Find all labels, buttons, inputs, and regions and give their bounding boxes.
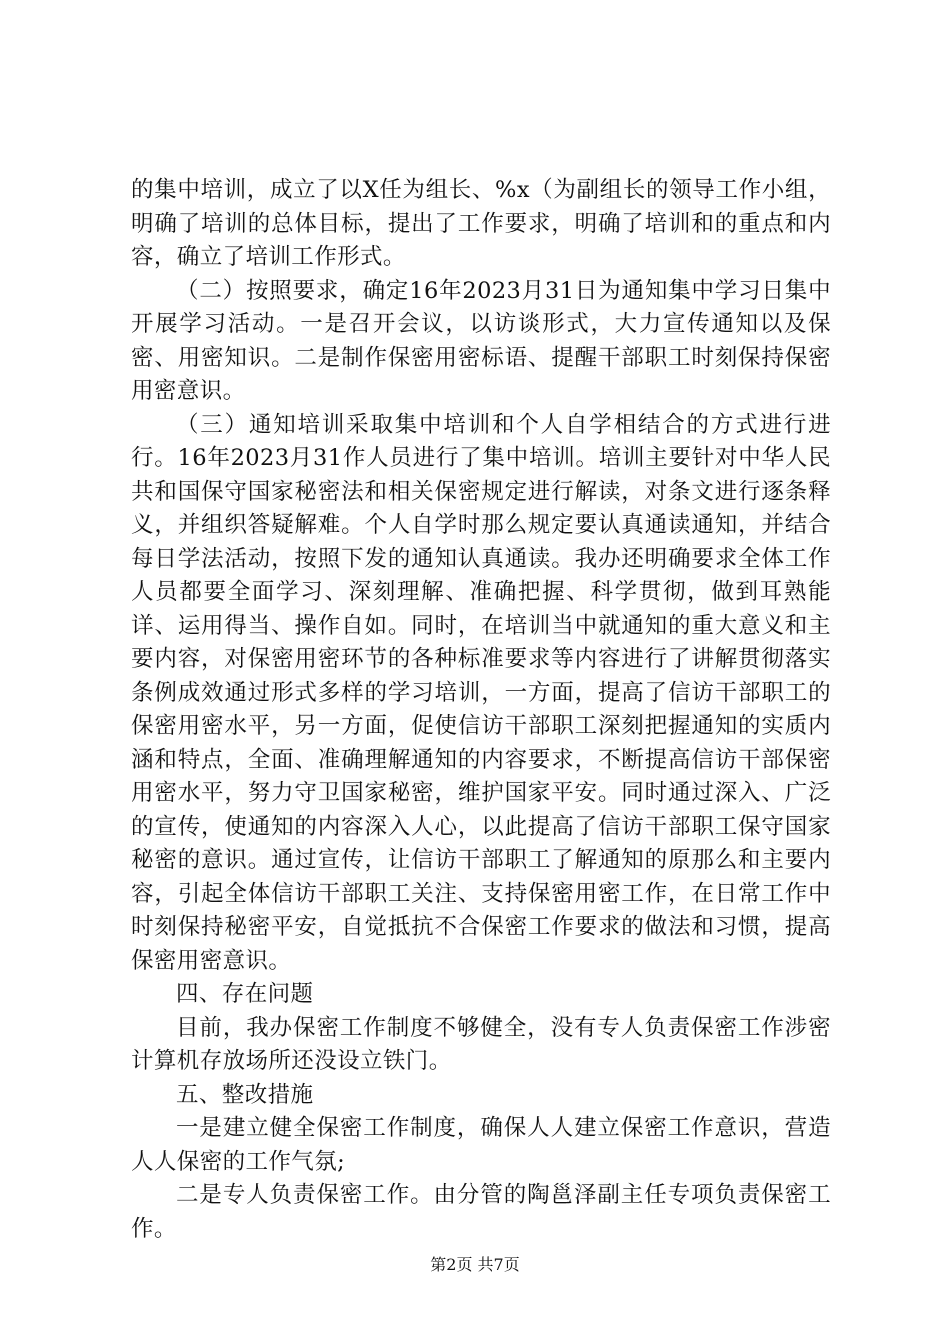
paragraph-section-three: （三）通知培训采取集中培训和个人自学相结合的方式进行进行。16年2023月31作人员进行了集中培训。培训主要针对中华人民共和国保守国家秘密法和相关保密规定进行解读，对条文进行逐条释义，并组织答疑解难。个人自学时那么规定要认真通读通知，并结合每日学法活动，按照下发的通知认真通读。我办还明确要求全体工作人员都要全面学习、深刻理解、准确把握、科学贯彻，做到耳熟能详、运用得当、操作自如。同时，在培训当中就通知的重大意义和主要内容，对保密用密环节的各种标准要求等内容进行了讲解贯彻落实条例成效通过形式多样的学习培训，一方面，提高了信访干部职工的保密用密水平，另一方面，促使信访干部职工深刻把握通知的实质内涵和特点，全面、准确理解通知的内容要求，不断提高信访干部保密用密水平，努力守卫国家秘密，维护国家平安。同时通过深入、广泛的宣传，使通知的内容深入人心，以此提高了信访干部职工保守国家秘密的意识。通过宣传，让信访干部职工了解通知的原那么和主要内容，引起全体信访干部职工关注、支持保密用密工作，在日常工作中时刻保持秘密平安，自觉抵抗不合保密工作要求的做法和习惯，提高保密用密意识。 bbox=[131, 411, 831, 974]
paragraph-measure-one: 一是建立健全保密工作制度，确保人人建立保密工作意识，营造人人保密的工作气氛; bbox=[131, 1115, 831, 1175]
paragraph-problems: 目前，我办保密工作制度不够健全，没有专人负责保密工作涉密计算机存放场所还没设立铁门。 bbox=[131, 1014, 831, 1074]
heading-existing-problems: 四、存在问题 bbox=[176, 981, 314, 1007]
document-body bbox=[131, 174, 831, 1246]
paragraph-section-two: （二）按照要求，确定16年2023月31日为通知集中学习日集中开展学习活动。一是召开会议，以访谈形式，大力宣传通知以及保密、用密知识。二是制作保密用密标语、提醒干部职工时刻保持保密用密意识。 bbox=[131, 277, 831, 404]
page-number-footer: 第2页 共7页 bbox=[430, 1255, 520, 1274]
heading-rectification-measures: 五、整改措施 bbox=[176, 1081, 314, 1108]
paragraph-training-intro: 的集中培训，成立了以X任为组长、%x（为副组长的领导工作小组，明确了培训的总体目标，提出了工作要求，明确了培训和的重点和内容，确立了培训工作形式。 bbox=[131, 177, 831, 270]
paragraph-measure-two: 二是专人负责保密工作。由分管的陶邕泽副主任专项负责保密工作。 bbox=[131, 1182, 831, 1242]
